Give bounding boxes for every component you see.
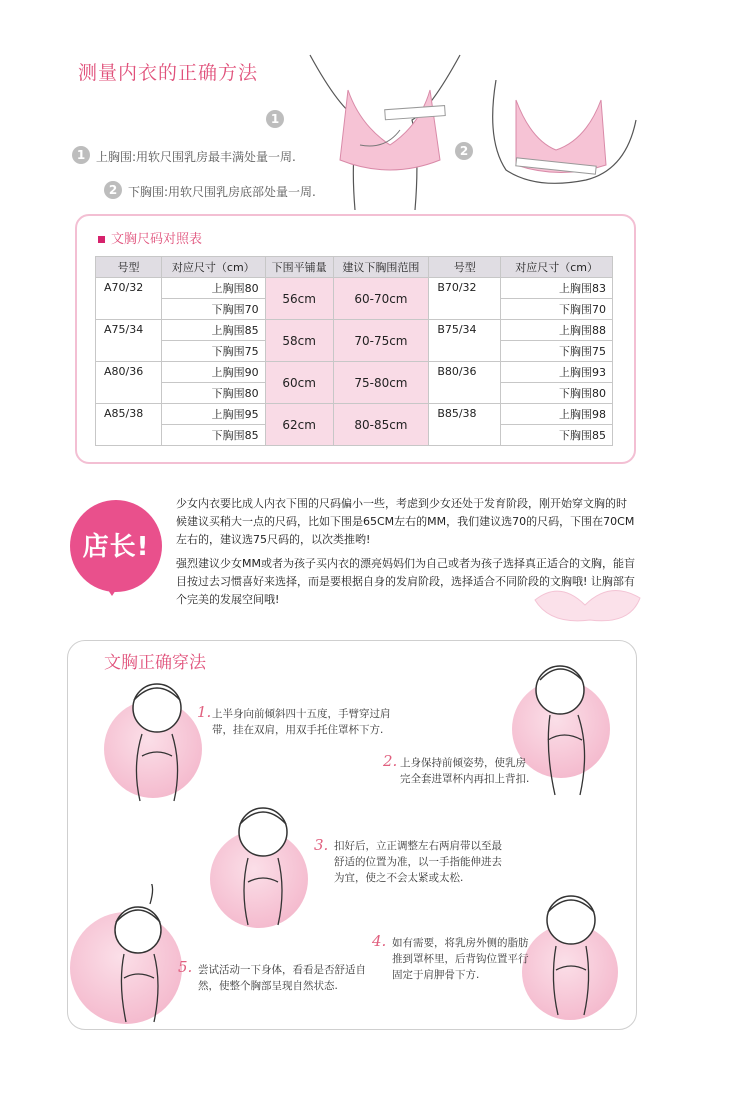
measure-illustration-1 xyxy=(300,50,470,210)
step-text-2: 下胸围:用软尺围乳房底部处量一周. xyxy=(128,185,316,199)
range-cell: 80-85cm xyxy=(333,404,429,446)
header-size-a: 对应尺寸（cm） xyxy=(161,257,265,278)
b-code-cell: B80/36 xyxy=(429,362,501,404)
header-flat: 下围平铺量 xyxy=(265,257,333,278)
figure-1-girl-icon xyxy=(112,676,202,806)
b-upper-cell: 上胸围88 xyxy=(501,320,613,341)
b-lower-cell: 下胸围75 xyxy=(501,341,613,362)
figure-3-girl-icon xyxy=(218,800,308,930)
flat-cell: 60cm xyxy=(265,362,333,404)
b-upper-cell: 上胸围93 xyxy=(501,362,613,383)
a-lower-cell: 下胸围75 xyxy=(161,341,265,362)
header-range: 建议下胸围范围 xyxy=(333,257,429,278)
badge-tail xyxy=(100,578,124,596)
figure-2-girl-icon xyxy=(520,660,610,800)
b-lower-cell: 下胸围70 xyxy=(501,299,613,320)
b-upper-cell: 上胸围83 xyxy=(501,278,613,299)
step-text-1: 上胸围:用软尺围乳房最丰满处量一周. xyxy=(96,150,296,164)
a-lower-cell: 下胸围70 xyxy=(161,299,265,320)
table-row xyxy=(96,278,613,299)
wear-step-text-2: 上身保持前倾姿势，使乳房 完全套进罩杯内再扣上背扣. xyxy=(400,757,530,785)
wear-step-number-3: 3. xyxy=(314,836,329,854)
a-upper-cell: 上胸围80 xyxy=(161,278,265,299)
wear-step-text-3: 扣好后，立正调整左右两肩带以至最 舒适的位置为准，以一手指能伸进去 为宜，使之不会太紧或太松. xyxy=(334,840,502,884)
b-upper-cell: 上胸围98 xyxy=(501,404,613,425)
size-table xyxy=(95,256,613,446)
a-upper-cell: 上胸围95 xyxy=(161,404,265,425)
step-number-1: 1 xyxy=(72,146,90,164)
figure-5-girl-icon xyxy=(98,884,188,1024)
table-row xyxy=(96,320,613,341)
a-code-cell: A70/32 xyxy=(96,278,162,320)
table-row xyxy=(96,404,613,425)
wear-step-number-1: 1. xyxy=(197,703,212,721)
range-cell: 75-80cm xyxy=(333,362,429,404)
illustration-number-1: 1 xyxy=(266,110,284,128)
flat-cell: 58cm xyxy=(265,320,333,362)
b-lower-cell: 下胸围80 xyxy=(501,383,613,404)
a-lower-cell: 下胸围80 xyxy=(161,383,265,404)
a-code-cell: A80/36 xyxy=(96,362,162,404)
a-lower-cell: 下胸围85 xyxy=(161,425,265,446)
b-code-cell: B75/34 xyxy=(429,320,501,362)
bra-decoration-icon xyxy=(530,580,650,630)
range-cell: 60-70cm xyxy=(333,278,429,320)
shopkeeper-note-2: 强烈建议少女MM或者为孩子买内衣的漂亮妈妈们为自己或者为孩子选择真正适合的文胸，能盲目按过去习惯喜好来选择，而是要根据自身的发肩阶段，选择适合不同阶段的文胸哦! 让胸部有个完美的发展空间哦! xyxy=(176,557,635,606)
wear-step-number-2: 2. xyxy=(383,752,398,770)
flat-cell: 62cm xyxy=(265,404,333,446)
square-bullet-icon xyxy=(98,236,105,243)
b-code-cell: B85/38 xyxy=(429,404,501,446)
illustration-number-2: 2 xyxy=(455,142,473,160)
a-code-cell: A85/38 xyxy=(96,404,162,446)
table-header-row xyxy=(96,257,613,278)
header-code-a: 号型 xyxy=(96,257,162,278)
header-code-b: 号型 xyxy=(429,257,501,278)
size-table-title: 文胸尺码对照表 xyxy=(98,228,202,247)
table-row xyxy=(96,362,613,383)
a-upper-cell: 上胸围85 xyxy=(161,320,265,341)
wear-step-text-5: 尝试活动一下身体，看看是否舒适自 然，使整个胸部呈现自然状态. xyxy=(198,964,366,992)
wear-step-text-4: 如有需要，将乳房外侧的脂肪 推到罩杯里，后背钩位置平行 固定于肩胛骨下方. xyxy=(392,937,529,981)
range-cell: 70-75cm xyxy=(333,320,429,362)
wear-step-text-1: 上半身向前倾斜四十五度，手臂穿过肩 带，挂在双肩，用双手托住罩杯下方. xyxy=(212,708,391,736)
b-code-cell: B70/32 xyxy=(429,278,501,320)
wear-title: 文胸正确穿法 xyxy=(104,653,206,673)
page-title: 测量内衣的正确方法 xyxy=(78,62,259,84)
shopkeeper-note-1: 少女内衣要比成人内衣下围的尺码偏小一些，考虑到少女还处于发育阶段，刚开始穿文胸的时候建议买稍大一点的尺码，比如下围是65CM左右的MM，我们建议选70的尺码，下围在70CM左右的，建议选75尺码的，以次类推哟! xyxy=(176,497,635,546)
shopkeeper-badge-text: 店长! xyxy=(82,532,150,562)
b-lower-cell: 下胸围85 xyxy=(501,425,613,446)
a-code-cell: A75/34 xyxy=(96,320,162,362)
figure-4-girl-icon xyxy=(526,880,616,1020)
wear-step-number-4: 4. xyxy=(372,932,387,950)
measure-illustration-2 xyxy=(476,80,646,210)
a-upper-cell: 上胸围90 xyxy=(161,362,265,383)
wear-step-number-5: 5. xyxy=(178,958,193,976)
step-number-2: 2 xyxy=(104,181,122,199)
header-size-b: 对应尺寸（cm） xyxy=(501,257,613,278)
flat-cell: 56cm xyxy=(265,278,333,320)
